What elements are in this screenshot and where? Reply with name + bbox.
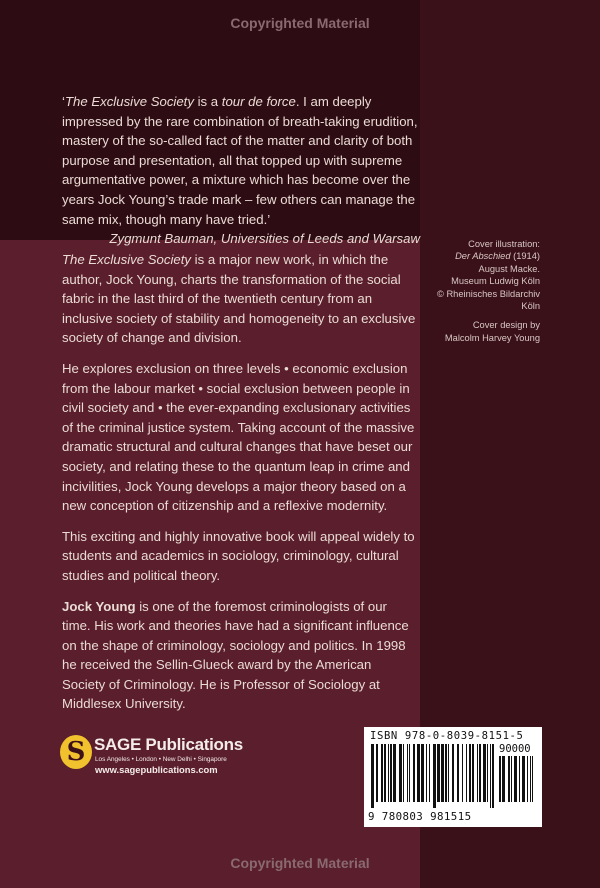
author-bio: Jock Young is one of the foremost criminologists of our time. His work and theories have had a significant influence on the shape of criminology, sociology and politics. In 1998 he received the Sellin-Glueck award by the American Society of Criminology. He is Professor of Sociology at Middlesex University. [62,598,409,712]
barcode-bar [384,744,386,802]
quote-text: ‘The Exclusive Society is a tour de force. I am deeply impressed by the rare combination of breath-taking erudition, mastery of the so-called fact of the matter and clarity of both purpose and presentation, all that topped up with supreme argumentative power, a mixture which has become over the years Jock Young’s trade mark – few others can manage the same mix, though many have tried.’ [62,94,418,227]
watermark-bottom: Copyrighted Material [230,855,370,871]
isbn-label: ISBN 978-0-8039-8151-5 [370,730,524,742]
barcode-bar [462,744,463,802]
design-credit: Cover design by Malcolm Harvey Young [444,320,540,343]
blurb-paragraph-3: This exciting and highly innovative book will appeal widely to students and academics in sociology, criminology, cultural studies and political theory. [62,528,415,583]
barcode-bar [519,756,520,802]
barcode-bar [457,744,459,802]
barcode-bar [441,744,444,802]
barcode-bar [371,744,374,808]
barcode-bar [409,744,410,802]
barcode-bar [492,744,494,808]
barcode-bar [407,744,408,802]
barcode-bar [445,744,447,802]
barcode-bar [522,756,525,802]
publisher-logo [60,735,260,775]
barcode-bar [514,756,517,802]
ean-barcode-bars [370,744,494,808]
artwork-title: Der Abschied [455,251,511,262]
barcode-bar [433,744,436,808]
barcode-bar [532,756,533,802]
isbn-barcode [364,727,542,827]
barcode-bar [502,756,505,802]
quote-attribution: Zygmunt Bauman, Universities of Leeds and Warsaw [109,231,420,247]
cover-credits [432,238,540,351]
book-title: The Exclusive Society [62,252,191,267]
endorsement-quote [62,92,422,249]
illustration-credit: Cover illustration: Der Abschied (1914) August Macke. Museum Ludwig Köln © Rheinisches Bildarchiv Köln [437,239,540,312]
barcode-bar [508,756,510,802]
barcode-bar [530,756,531,802]
barcode-bar [487,744,488,802]
barcode-bar [388,744,389,802]
barcode-bar [490,744,491,808]
barcode-bar [417,744,420,802]
blurb-paragraph-1: The Exclusive Society is a major new work, in which the author, Jock Young, charts the transformation of the social fabric in the last third of the twentieth century from an inclusive society of stability and homogeneity to an exclusive society of change and division. [62,252,416,346]
barcode-bar [421,744,424,802]
publisher-url: www.sagepublications.com [95,764,218,775]
barcode-bar [466,744,467,802]
barcode-bar [511,756,512,802]
sage-logo-icon: S [60,735,92,769]
price-addon-number: 90000 [499,743,531,755]
barcode-bar [483,744,486,802]
addon-barcode-bars [498,756,536,808]
barcode-bar [452,744,454,802]
barcode-bar [403,744,404,802]
barcode-bar [390,744,392,802]
blurb [62,250,418,725]
publisher-name: SAGE Publications [94,735,243,754]
barcode-bar [527,756,528,802]
barcode-bar [448,744,449,802]
barcode-bar [376,744,378,802]
barcode-bar [399,744,402,802]
barcode-bar [479,744,481,802]
barcode-bar [429,744,430,802]
barcode-bar [381,744,383,802]
author-name: Jock Young [62,598,136,614]
watermark-top: Copyrighted Material [230,15,370,31]
blurb-paragraph-2: He explores exclusion on three levels • economic exclusion from the labour market • social exclusion between people in civil society and • the ever-expanding exclusionary activities of the criminal justice system. Taking account of the massive dramatic structural and cultural changes that have beset our society, and relating these to the quantum leap in crime and incivilities, Jock Young develops a major theory based on a new conception of citizenship and a reflexive modernity. [62,360,415,514]
ean-number: 9 780803 981515 [368,810,472,823]
barcode-bar [437,744,440,802]
barcode-bar [499,756,501,802]
barcode-bar [469,744,471,802]
barcode-bar [393,744,396,802]
barcode-bar [477,744,478,802]
publisher-cities: Los Angeles • London • New Delhi • Singapore [95,756,227,763]
barcode-bar [472,744,474,802]
barcode-bar [426,744,427,802]
barcode-bar [413,744,415,802]
